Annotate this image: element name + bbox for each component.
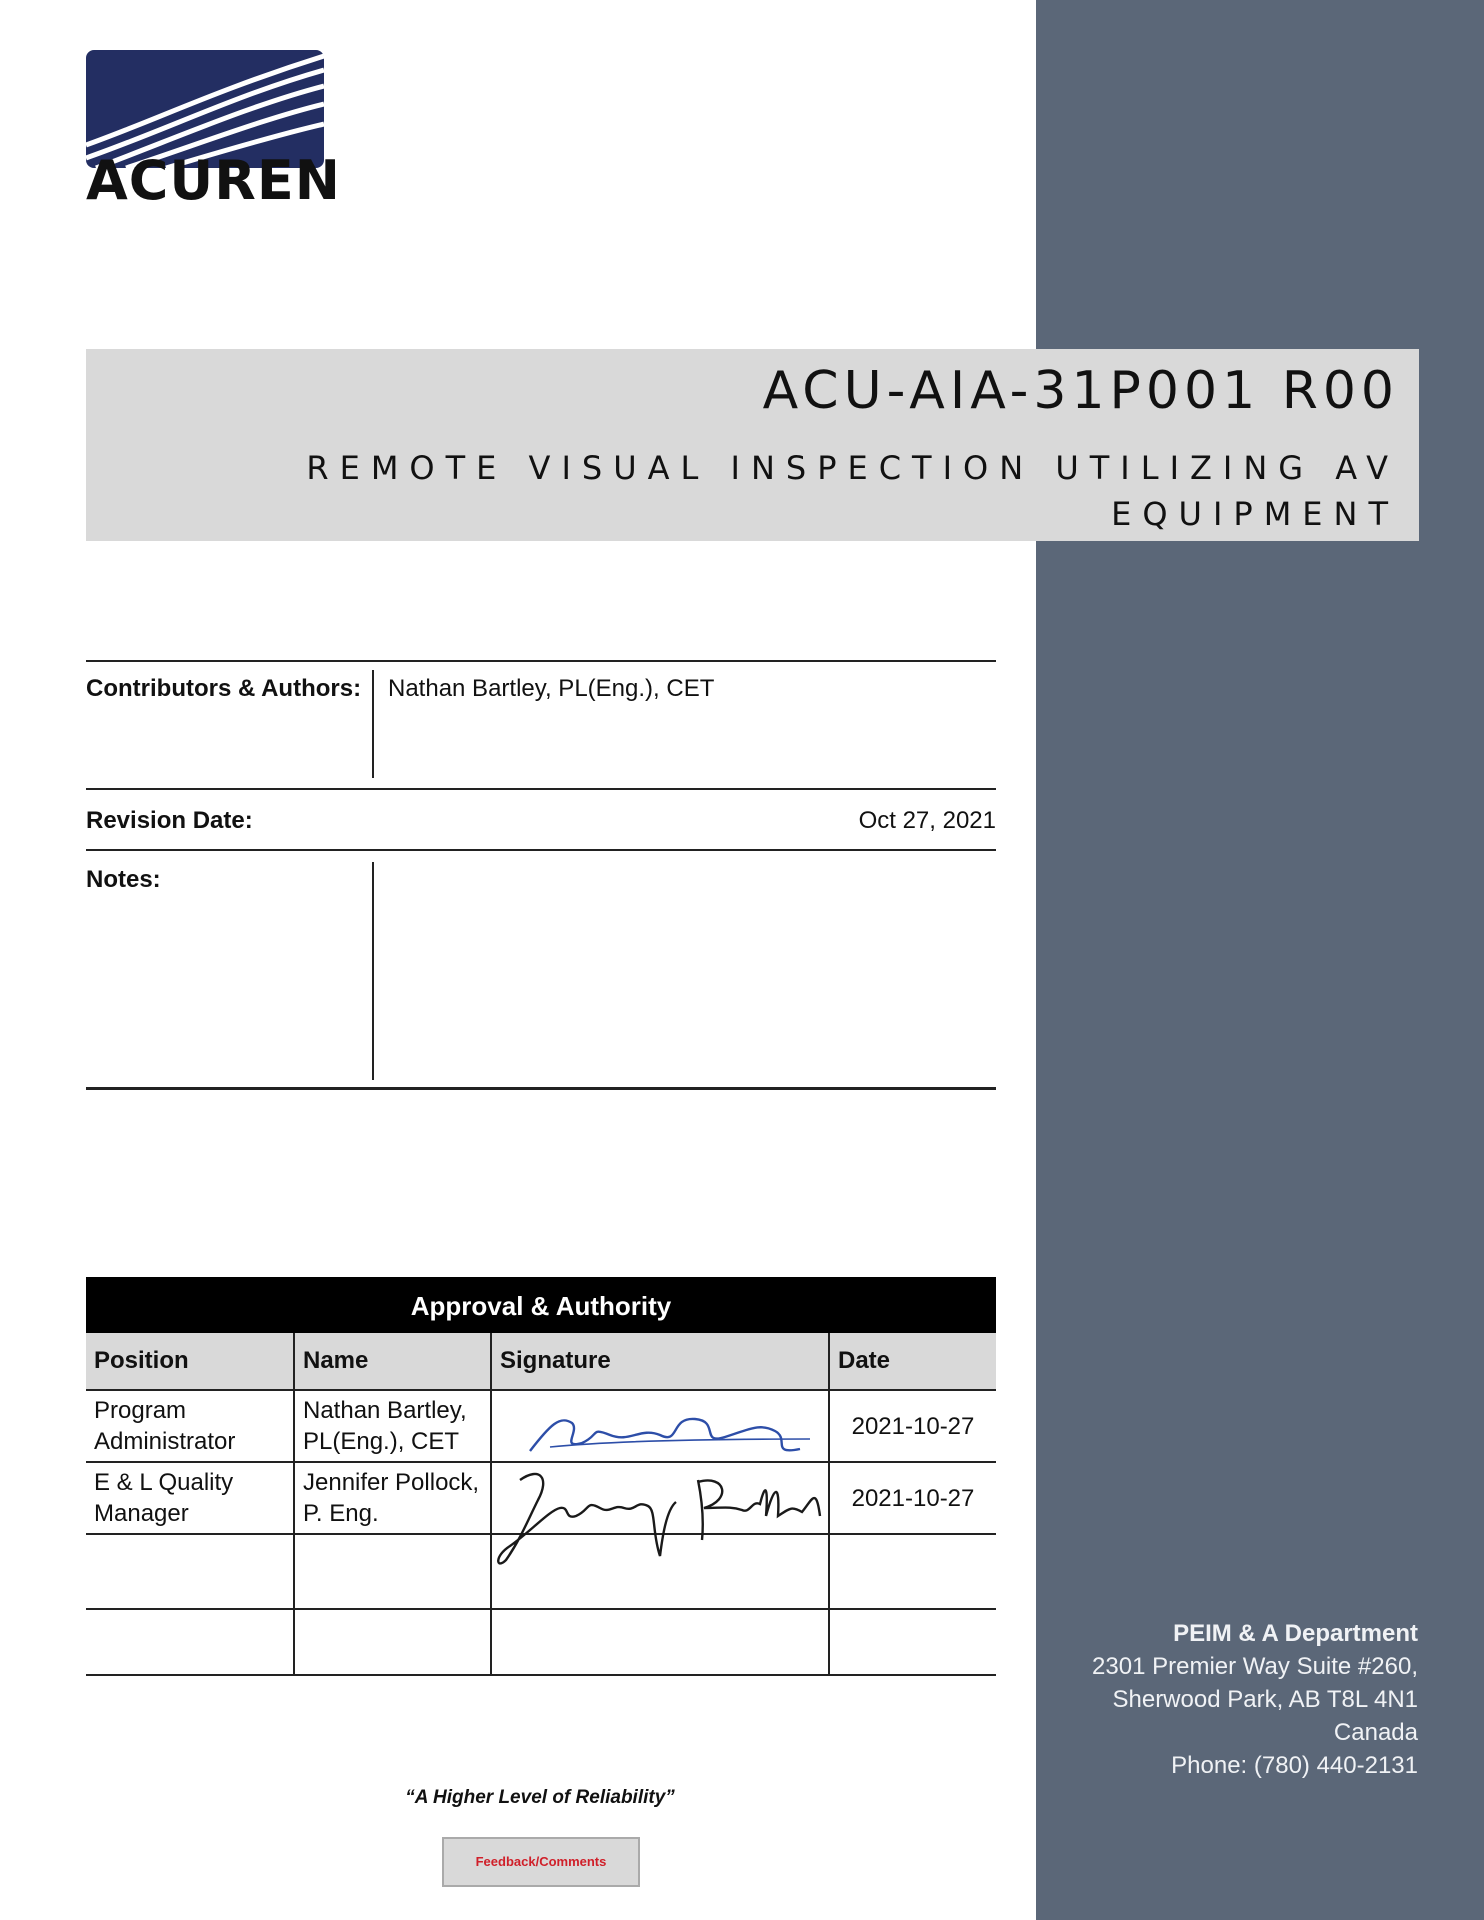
title-band [86,349,1419,541]
signature-cell [491,1609,829,1675]
address-line-1: 2301 Premier Way Suite #260, [1092,1653,1418,1680]
notes-divider [372,862,374,1080]
name-cell [294,1609,491,1675]
column-header-date: Date [829,1333,996,1390]
contributors-label: Contributors & Authors: [86,675,362,702]
document-title: REMOTE VISUAL INSPECTION UTILIZING AV EQUIPMENT [306,449,1399,533]
table-row [86,1609,996,1675]
notes-bottom-rule [86,1087,996,1090]
position-cell [86,1609,294,1675]
name-cell: Nathan Bartley, PL(Eng.), CET [294,1390,491,1462]
logo-wordmark: ACUREN [86,149,341,212]
position-cell: E & L Quality Manager [86,1462,294,1534]
phone-number: Phone: (780) 440-2131 [1171,1752,1418,1779]
signature-jennifer-pollock [490,1460,830,1570]
revision-date-label: Revision Date: [86,807,253,834]
contributors-divider [372,670,374,778]
department-name: PEIM & A Department [1173,1620,1418,1647]
tagline: “A Higher Level of Reliability” [405,1787,675,1808]
date-cell [829,1609,996,1675]
approval-header-row [86,1333,996,1390]
document-id: ACU-AIA-31P001 R00 [762,361,1399,421]
column-header-position: Position [86,1333,294,1390]
position-cell: Program Administrator [86,1390,294,1462]
position-cell [86,1534,294,1609]
address-line-2: Sherwood Park, AB T8L 4N1 [1112,1686,1418,1713]
date-cell: 2021-10-27 [829,1462,996,1534]
notes-label: Notes: [86,866,161,893]
signature-nathan-bartley [520,1405,820,1465]
contributors-rule [86,788,996,790]
acuren-logo [86,50,341,212]
address-country: Canada [1333,1719,1418,1746]
feedback-button[interactable]: Feedback/Comments [442,1837,640,1887]
contact-block [1092,1617,1418,1782]
revision-date-value: Oct 27, 2021 [858,807,996,834]
info-top-rule [86,660,996,662]
date-cell [829,1534,996,1609]
revision-rule [86,849,996,851]
name-cell: Jennifer Pollock, P. Eng. [294,1462,491,1534]
column-header-name: Name [294,1333,491,1390]
column-header-signature: Signature [491,1333,829,1390]
approval-heading: Approval & Authority [86,1277,996,1333]
contributors-value: Nathan Bartley, PL(Eng.), CET [388,675,715,702]
date-cell: 2021-10-27 [829,1390,996,1462]
name-cell [294,1534,491,1609]
